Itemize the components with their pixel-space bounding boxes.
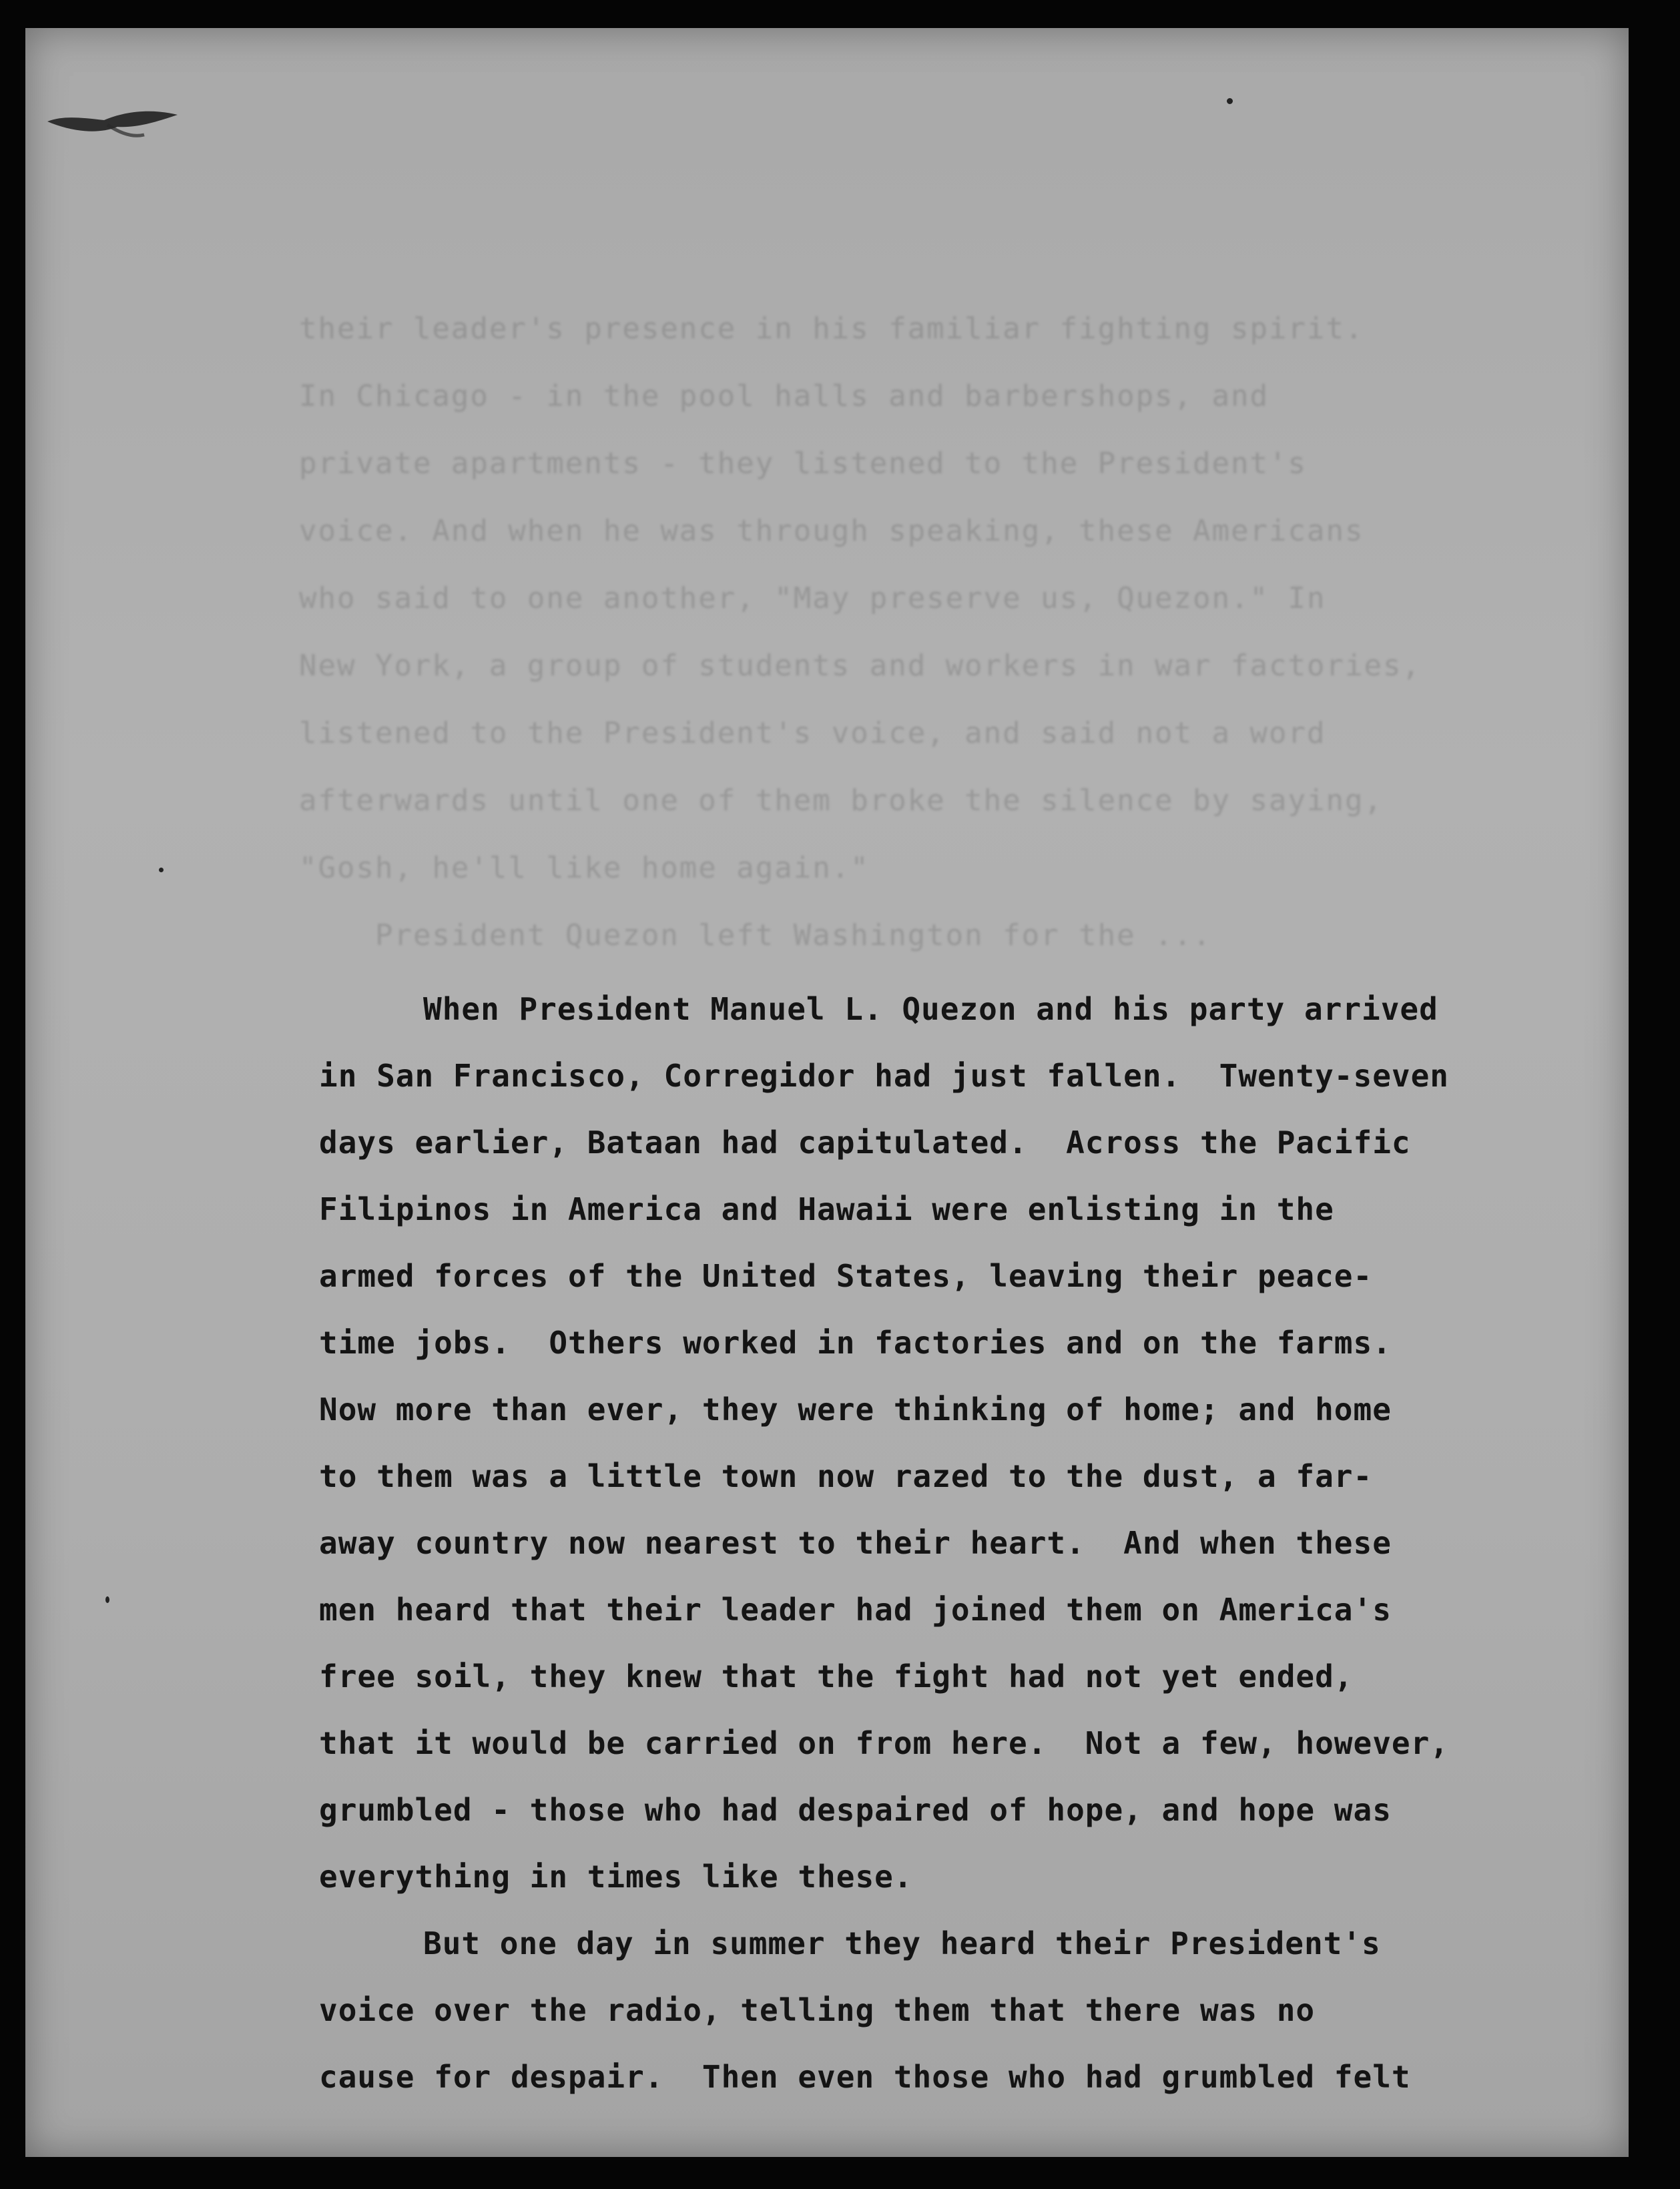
ink-smudge-mark: [44, 95, 184, 141]
speck-mark: [105, 1596, 109, 1603]
text-line: Now more than ever, they were thinking of home; and home: [319, 1391, 1392, 1428]
text-line: time jobs. Others worked in factories and on the farms.: [319, 1325, 1392, 1361]
ghost-line: private apartments - they listened to the President's: [299, 446, 1307, 481]
text-line: armed forces of the United States, leaving their peace-: [319, 1258, 1373, 1294]
ghost-line: listened to the President's voice, and said not a word: [299, 716, 1326, 750]
text-line: grumbled - those who had despaired of hope, and hope was: [319, 1792, 1392, 1828]
text-line: men heard that their leader had joined them on America's: [319, 1592, 1392, 1628]
typed-body-text: [319, 976, 1561, 2110]
ghost-line: In Chicago - in the pool halls and barbershops, and: [299, 379, 1270, 413]
ghost-line: President Quezon left Washington for the ...: [299, 918, 1212, 952]
text-line: When President Manuel L. Quezon and his party arrived: [423, 991, 1438, 1027]
ghost-line: New York, a group of students and workers in war factories,: [299, 649, 1421, 683]
text-line: days earlier, Bataan had capitulated. Across the Pacific: [319, 1125, 1411, 1161]
ghost-line: their leader's presence in his familiar fighting spirit.: [299, 312, 1364, 346]
text-line: cause for despair. Then even those who had grumbled felt: [319, 2059, 1411, 2095]
text-line: free soil, they knew that the fight had not yet ended,: [319, 1658, 1354, 1694]
text-line: in San Francisco, Corregidor had just fallen. Twenty-seven: [319, 1058, 1449, 1094]
speck-mark: [1227, 98, 1233, 104]
ghost-line: who said to one another, "May preserve us, Quezon." In: [299, 581, 1326, 615]
text-line: everything in times like these.: [319, 1859, 913, 1895]
text-line: But one day in summer they heard their President's: [423, 1925, 1381, 1961]
ghost-line: voice. And when he was through speaking, these Americans: [299, 514, 1364, 548]
text-line: to them was a little town now razed to the dust, a far-: [319, 1458, 1373, 1494]
ghost-line: afterwards until one of them broke the silence by saying,: [299, 784, 1383, 818]
document-page: [25, 28, 1629, 2157]
text-line: away country now nearest to their heart. And when these: [319, 1525, 1392, 1561]
text-line: that it would be carried on from here. Not a few, however,: [319, 1725, 1449, 1761]
ghost-line: "Gosh, he'll like home again.": [299, 851, 870, 885]
speck-mark: [159, 868, 164, 872]
text-line: Filipinos in America and Hawaii were enlisting in the: [319, 1191, 1334, 1227]
bleed-through-text: [299, 295, 1567, 969]
text-line: voice over the radio, telling them that there was no: [319, 1992, 1316, 2028]
